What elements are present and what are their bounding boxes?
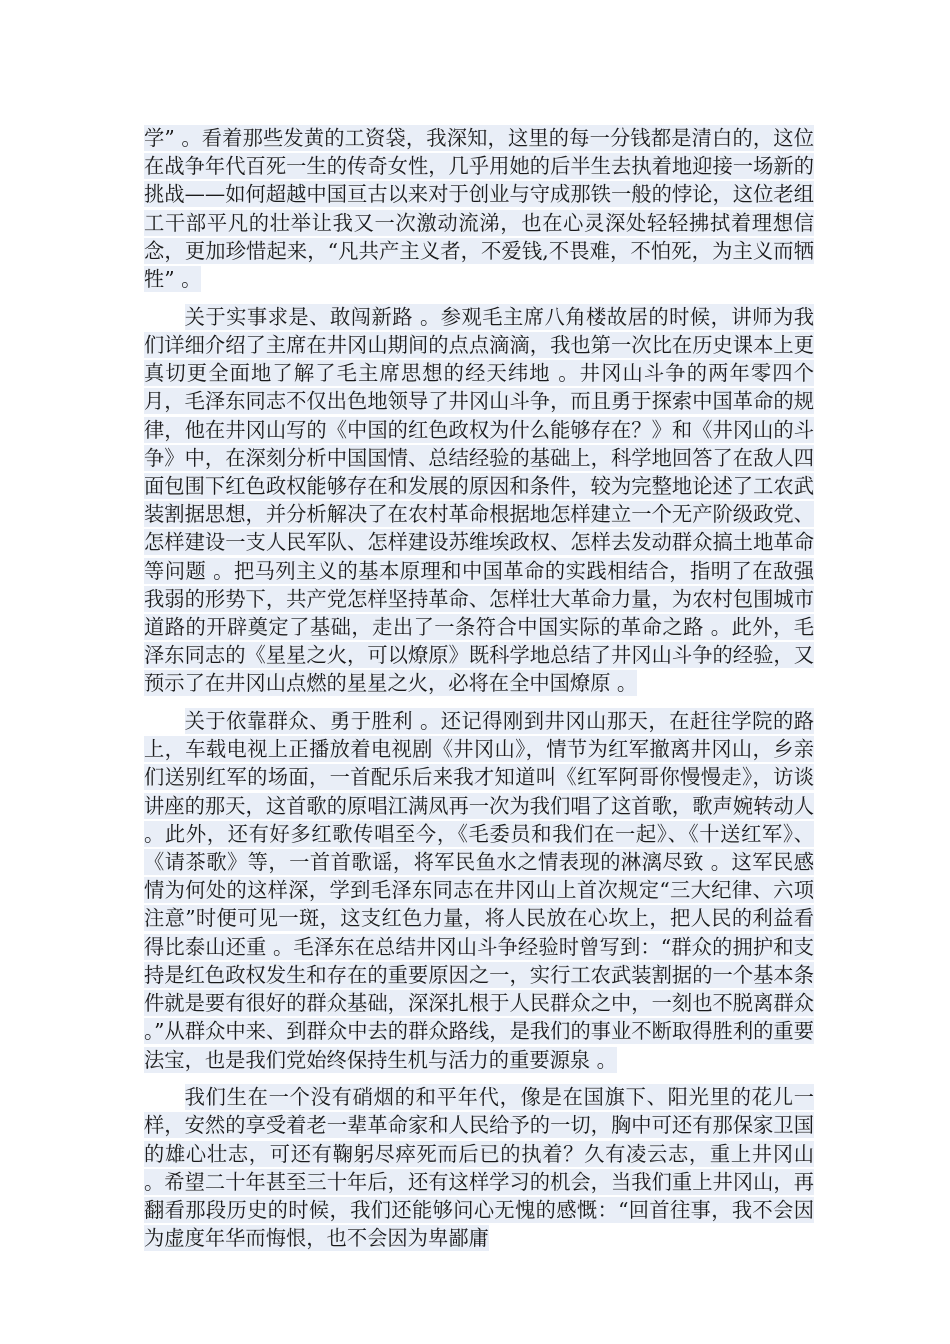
- paragraph-1-text: 学” 。看着那些发黄的工资袋，我深知，这里的每一分钱都是清白的，这位在战争年代百死一生的传奇女性，几乎用她的后半生去执着地迎接一场新的挑战——如何超越中国亘古以来对于创业与守成那铁一般的悖论，这位老组工干部平凡的壮举让我又一次激动流涕，也在心灵深处轻轻拂拭着理想信念，更加珍惜起来，“凡共产主义者，不爱钱,不畏难，不怕死，为主义而牺牲” 。: [144, 126, 814, 292]
- document-body: [144, 124, 814, 1262]
- paragraph-4: [144, 1083, 814, 1252]
- paragraph-3-text: 关于依靠群众、勇于胜利 。还记得刚到井冈山那天，在赶往学院的路上，车载电视上正播放着电视剧《井冈山》，情节为红军撤离井冈山，乡亲们送别红军的场面，一首配乐后来我才知道叫《红军阿哥你慢慢走》，访谈讲座的那天，这首歌的原唱江满凤再一次为我们唱了这首歌，歌声婉转动人 。此外，还有好多红歌传唱至今，《毛委员和我们在一起》、《十送红军》、《请茶歌》等，一首首歌谣，将军民鱼水之情表现的淋漓尽致 。这军民感情为何处的这样深，学到毛泽东同志在井冈山上首次规定“三大纪律、六项注意”时便可见一斑，这支红色力量，将人民放在心坎上，把人民的利益看得比泰山还重 。毛泽东在总结井冈山斗争经验时曾写到：“群众的拥护和支持是红色政权发生和存在的重要原因之一，实行工农武装割据的一个基本条件就是要有很好的群众基础，深深扎根于人民群众之中，一刻也不脱离群众 。”从群众中来、到群众中去的群众路线，是我们的事业不断取得胜利的重要法宝，也是我们党始终保持生机与活力的重要源泉 。: [144, 709, 814, 1072]
- paragraph-3: [144, 707, 814, 1074]
- paragraph-2: [144, 303, 814, 698]
- paragraph-2-text: 关于实事求是、敢闯新路 。参观毛主席八角楼故居的时候，讲师为我们详细介绍了主席在井冈山期间的点点滴滴，我也第一次比在历史课本上更真切更全面地了解了毛主席思想的经天纬地 。井冈山斗争的两年零四个月，毛泽东同志不仅出色地领导了井冈山斗争，而且勇于探索中国革命的规律，他在井冈山写的《中国的红色政权为什么能够存在？》和《井冈山的斗争》中，在深刻分析中国国情、总结经验的基础上，科学地回答了在敌人四面包围下红色政权能够存在和发展的原因和条件，较为完整地论述了工农武装割据思想，并分析解决了在农村革命根据地怎样建立一个无产阶级政党、怎样建设一支人民军队、怎样建设苏维埃政权、怎样去发动群众搞土地革命等问题 。把马列主义的基本原理和中国革命的实践相结合，指明了在敌强我弱的形势下，共产党怎样坚持革命、怎样壮大革命力量，为农村包围城市道路的开辟奠定了基础，走出了一条符合中国实际的革命之路 。此外，毛泽东同志的《星星之火，可以燎原》既科学地总结了井冈山斗争的经验，又预示了在井冈山点燃的星星之火，必将在全中国燎原 。: [144, 304, 814, 696]
- paragraph-1: [144, 124, 814, 293]
- paragraph-4-text: 我们生在一个没有硝烟的和平年代，像是在国旗下、阳光里的花儿一样，安然的享受着老一辈革命家和人民给予的一切，胸中可还有那保家卫国的雄心壮志，可还有鞠躬尽瘁死而后已的执着？久有凌云志，重上井冈山 。希望二十年甚至三十年后，还有这样学习的机会，当我们重上井冈山，再翻看那段历史的时候，我们还能够问心无愧的感慨：“回首往事，我不会因为虚度年华而悔恨，也不会因为卑鄙庸: [144, 1085, 814, 1251]
